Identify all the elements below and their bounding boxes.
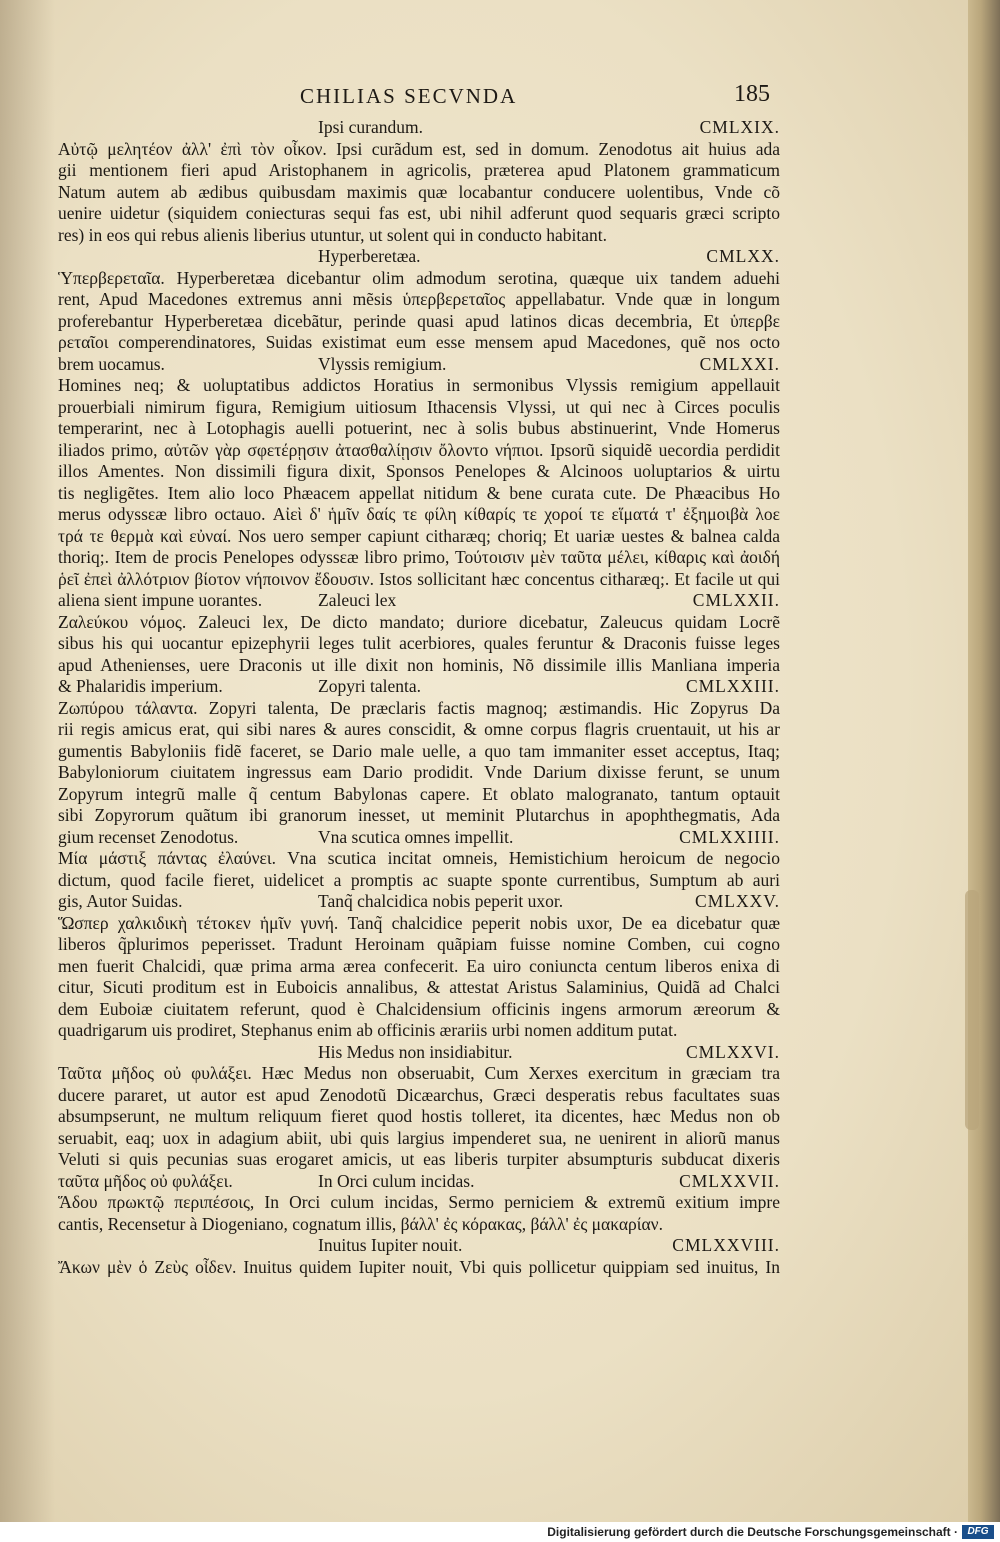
text-line-content: uenire uidetur (siquidem coniecturas sequi fas est, ubi nihil adferunt quod sequaris græci scripto bbox=[58, 203, 780, 223]
text-line bbox=[58, 1214, 780, 1236]
text-line-content: temperarint, nec à Lotophagis auelli potuerint, nec à solis bubus abstinuerint, Vnde Homerus bbox=[58, 418, 780, 438]
text-line bbox=[58, 1128, 780, 1150]
adage-title: Ipsi curandum. bbox=[318, 117, 423, 137]
text-line bbox=[58, 1063, 780, 1085]
adage-heading bbox=[58, 117, 780, 139]
adage-number: CMLXXVI. bbox=[685, 1041, 780, 1062]
text-line bbox=[58, 418, 780, 440]
text-line bbox=[58, 870, 780, 892]
adage-title: Vna scutica omnes impellit. bbox=[318, 826, 514, 847]
dfg-logo: DFG bbox=[962, 1525, 994, 1539]
page-header bbox=[300, 81, 770, 114]
text-line-end: gium recenset Zenodotus. bbox=[58, 826, 239, 847]
text-line-content: res) in eos qui rebus alienis liberius utuntur, ut solent qui in conducto habitant. bbox=[58, 224, 607, 245]
text-line bbox=[58, 999, 780, 1021]
text-line-content: quadrigarum uis prodiret, Stephanus enim ab officinis ærariis urbi nomen additum putat. bbox=[58, 1020, 678, 1040]
clip-mark bbox=[965, 890, 979, 1130]
text-line-content: gii mentionem fieri apud Aristophanem in agricolis, præterea apud Platonem grammaticum bbox=[58, 160, 780, 180]
text-line-content: apud Athenienses, uere Draconis ut ille dixit non hominis, Nõ dissimile illis Manliana imperia bbox=[58, 654, 780, 675]
text-line-content: Babyloniorum ciuitatem ingressus eam Dario prodidit. Vnde Darium dixisse ferunt, se unum bbox=[58, 762, 780, 782]
text-line bbox=[58, 397, 780, 419]
text-line-content: thoriq;. Item de procis Penelopes odyssεæ libro primo, Τούτοισιν μὲν ταῦτα μέλει, κίθαρις καὶ ἀοιδή bbox=[58, 547, 780, 567]
running-head: CHILIAS SECVNDA bbox=[300, 84, 518, 108]
page-edge bbox=[968, 0, 1000, 1522]
text-line-content: liberos q̃plurimos peperisset. Tradunt Heroinam quãpiam fuisse nomine Comben, cui cogno bbox=[58, 934, 780, 954]
adage-number: CMLXXVII. bbox=[679, 1170, 780, 1191]
text-line bbox=[58, 1257, 780, 1279]
text-line-end: gis, Autor Suidas. bbox=[58, 891, 183, 911]
text-line-content: ῥεῖ ἐπεὶ ἀλλότριον βίοτον νήποινον ἔδουσιν. Istos sollicitant hæc concentus citharæq;. Et facile ut qui bbox=[58, 568, 780, 589]
text-line-content: tis negligẽtes. Item alio loco Phæacem appellat nitidum & bene curata cute. De Phæacibus Ho bbox=[58, 482, 780, 503]
text-line-content: sibi Zopyrorum quãtum ibi granorum inesset, ut meminit Plutarchus in apophthegmatis, Ada bbox=[58, 805, 780, 825]
text-line-content: rii regis amicus erat, qui sibi nares & aures conscidit, & omne corpus flagris cruentauit, ut his ar bbox=[58, 719, 780, 739]
text-line bbox=[58, 547, 780, 569]
adage-heading-inline bbox=[58, 676, 780, 698]
adage-number: CMLXIX. bbox=[699, 117, 780, 137]
text-line-content: Ζαλεύκου νόμος. Zaleuci lex, De dicto mandato; duriore dicebatur, Zaleucus quidam Locrẽ bbox=[58, 611, 780, 632]
text-line-content: Μία μάστιξ πάντας ἐλαύνει. Vna scutica incitat omneis, Hemistichium heroicum de negocio bbox=[58, 848, 780, 868]
text-line bbox=[58, 719, 780, 741]
adage-number: CMLXX. bbox=[706, 246, 780, 266]
text-line-content: Homines neq; & uoluptatibus addictos Horatius in sermonibus Vlyssis remigium appellauit bbox=[58, 375, 780, 395]
text-line-content: Ἄκων μὲν ὁ Ζεὺς οἶδεν. Inuitus quidem Iupiter nouit, Vbi quis pollicetur quippiam sed inuitus, In bbox=[58, 1256, 780, 1277]
adage-heading-inline bbox=[58, 590, 780, 612]
adage-heading-inline bbox=[58, 1171, 780, 1193]
text-line-content: Ὑπερβερεταῖα. Hyperberetæa dicebantur olim admodum serotina, quæque uix tandem aduehi bbox=[58, 267, 780, 288]
text-line bbox=[58, 504, 780, 526]
text-line-end: aliena sient impune uorantes. bbox=[58, 590, 263, 610]
text-line bbox=[58, 741, 780, 763]
text-line-content: prouerbiali nimirum figura, Remigium uitiosum Ithacensis Vlyssi, ut qui nec à Circes poculis bbox=[58, 396, 780, 417]
adage-title: Hyperberetæa. bbox=[318, 246, 421, 266]
adage-number: CMLXXI. bbox=[699, 353, 780, 374]
text-line bbox=[58, 440, 780, 462]
text-line bbox=[58, 289, 780, 311]
page-number: 185 bbox=[734, 81, 770, 107]
adage-heading-inline bbox=[58, 891, 780, 913]
text-line-content: iliados primo, αὐτῶν γὰρ σφετέρῃσιν ἀτασθαλίῃσιν ὄλοντο νήπιοι. Ipsorũ siquidẽ uecordia perdidit bbox=[58, 439, 780, 460]
text-line bbox=[58, 1106, 780, 1128]
adage-heading bbox=[58, 1235, 780, 1257]
text-line-content: Ταῦτα μῆδος οὐ φυλάξει. Hæc Medus non obseruabit, Cum Xerxes exercitum in græciam tra bbox=[58, 1063, 780, 1083]
adage-title: Tanq̃ chalcidica nobis peperit uxor. bbox=[318, 891, 564, 911]
adage-number: CMLXXIIII. bbox=[679, 826, 780, 847]
text-line bbox=[58, 612, 780, 634]
adage-heading bbox=[58, 1042, 780, 1064]
text-line bbox=[58, 784, 780, 806]
adage-title: His Medus non insidiabitur. bbox=[318, 1041, 513, 1062]
text-line-content: men fuerit Chalcidi, quæ prima arma ærea confecerit. Ea uiro coniuncta centum liberos enixa di bbox=[58, 955, 780, 976]
footer-bar bbox=[0, 1522, 1000, 1542]
adage-title: In Orci culum incidas. bbox=[318, 1170, 475, 1191]
adage-title: Inuitus Iupiter nouit. bbox=[318, 1235, 463, 1255]
footer-text: Digitalisierung gefördert durch die Deutsche Forschungsgemeinschaft · bbox=[547, 1525, 958, 1539]
text-line-content: Zopyrum integrũ malle q̃ centum Babylonas capere. Et oblato malogranato, tantum optauit bbox=[58, 783, 780, 804]
text-line-content: seruabit, eaq; uox in adagium abiit, ubi quis largius impenderet sua, ne uenirent in aliorũ manus bbox=[58, 1127, 780, 1148]
adage-title: Vlyssis remigium. bbox=[318, 353, 447, 374]
text-line-content: ρεταῖοι comperendinatores, Suidas existimat eum esse mensem apud Macedones, quẽ nos octo bbox=[58, 332, 780, 352]
text-line bbox=[58, 805, 780, 827]
text-line bbox=[58, 848, 780, 870]
text-line bbox=[58, 1085, 780, 1107]
text-line-content: cantis, Recensetur à Diogeniano, cognatum illis, βάλλ' ἐς κόρακας, βάλλ' ἐς μακαρίαν. bbox=[58, 1213, 663, 1234]
text-line bbox=[58, 203, 780, 225]
text-line-content: dem Euboiæ ciuitatem referunt, quod è Chalcidensium officinis ingens armorum æreorum & bbox=[58, 998, 780, 1019]
text-line-content: merus odyssεæ libro octauo. Αἰεὶ δ' ἡμῖν δαίς τε φίλη κίθαρίς τε χοροί τε εἵματά τ' ἐξημοιβὰ λοε bbox=[58, 504, 780, 524]
text-line bbox=[58, 182, 780, 204]
text-line bbox=[58, 1149, 780, 1171]
text-line-content: Αὐτῷ μελητέον ἀλλ' ἐπὶ τὸν οἶκον. Ipsi curãdum est, sed in domum. Zenodotus ait huius ada bbox=[58, 138, 780, 159]
page-text bbox=[58, 117, 780, 1278]
text-line bbox=[58, 139, 780, 161]
text-line-content: absumpserunt, ne multum reliquum fieret quod hostis tolleret, ita dicentes, hæc Medus non ob bbox=[58, 1106, 780, 1126]
text-line-content: Ὥσπερ χαλκιδικὴ τέτοκεν ἡμῖν γυνή. Tanq̃ chalcidice peperit nobis uxor, De ea dicebatur quæ bbox=[58, 912, 780, 933]
text-line bbox=[58, 483, 780, 505]
text-line-content: Ἅδου πρωκτῷ περιπέσοις, In Orci culum incidas, Sermo perniciem & extremũ exitium impre bbox=[58, 1192, 780, 1212]
adage-number: CMLXXVIII. bbox=[672, 1235, 780, 1255]
text-line-content: τρά τε θερμὰ καὶ εὐναί. Nos uero semper capiunt citharæq; choriq; Et uariæ uestes & balnea calda bbox=[58, 525, 780, 546]
text-line bbox=[58, 698, 780, 720]
text-line-end: brem uocamus. bbox=[58, 353, 165, 374]
text-line-content: illos Amentes. Non dissimili figura dixit, Sponsos Penelopes & Alcinoos uoluptarios & uirtu bbox=[58, 461, 780, 481]
text-line bbox=[58, 762, 780, 784]
text-line bbox=[58, 913, 780, 935]
text-line-content: citur, Sicuti proditum est in Euboicis annalibus, & attestat Aristus Salaminius, Quidã ad Chalci bbox=[58, 977, 780, 997]
text-line-content: rent, Apud Macedones extremus anni mẽsis ὑπερβερεταῖος appellabatur. Vnde quæ in longum bbox=[58, 289, 780, 309]
text-line bbox=[58, 977, 780, 999]
text-line bbox=[58, 160, 780, 182]
adage-heading-inline bbox=[58, 827, 780, 849]
text-line-content: ducere pararet, ut autor est apud Zenodotũ Dicæarchus, Græci desperatis rebus facultates suas bbox=[58, 1084, 780, 1105]
text-line bbox=[58, 655, 780, 677]
adage-heading-inline bbox=[58, 354, 780, 376]
text-line bbox=[58, 526, 780, 548]
text-line-content: Ζωπύρου τάλαντα. Zopyri talenta, De præclaris factis magnoq; æstimandis. Hic Zopyrus Da bbox=[58, 697, 780, 718]
adage-heading bbox=[58, 246, 780, 268]
text-line bbox=[58, 1192, 780, 1214]
text-line-content: dictum, quod facile fieret, uidelicet a promptis ac suapte sponte currentibus, Sumptum ab auri bbox=[58, 869, 780, 890]
gutter-shadow bbox=[0, 0, 55, 1522]
text-line bbox=[58, 956, 780, 978]
text-line bbox=[58, 311, 780, 333]
text-line-content: sibus his qui uocantur epizephyrii leges tulit acerbiores, quales feruntur & Draconis fuisse leges bbox=[58, 633, 780, 653]
text-line bbox=[58, 375, 780, 397]
text-line bbox=[58, 1020, 780, 1042]
text-line bbox=[58, 268, 780, 290]
text-line bbox=[58, 934, 780, 956]
adage-number: CMLXXV. bbox=[695, 891, 780, 911]
text-line-end: & Phalaridis imperium. bbox=[58, 676, 223, 696]
text-line-content: Natum autem ab ædibus quibusdam maximis quæ locabantur conducere uolentibus, Vnde cõ bbox=[58, 181, 780, 202]
text-line-content: gumentis Babyloniis fidẽ faceret, se Dario male uelle, a quo tam immaniter esset acceptus, Itaq; bbox=[58, 740, 780, 761]
text-line bbox=[58, 569, 780, 591]
adage-title: Zopyri talenta. bbox=[318, 676, 422, 696]
text-line bbox=[58, 461, 780, 483]
text-line bbox=[58, 633, 780, 655]
text-line bbox=[58, 225, 780, 247]
text-line-content: Veluti si quis pecunias suas erogaret amicis, ut eas liberis turpiter absumpturis subducat dixeris bbox=[58, 1149, 780, 1169]
adage-title: Zaleuci lex bbox=[318, 590, 397, 610]
text-line bbox=[58, 332, 780, 354]
text-line-end: ταῦτα μῆδος οὐ φυλάξει. bbox=[58, 1170, 233, 1191]
text-line-content: proferebantur Hyperberetæa dicebãtur, perinde quasi apud latinos dicas decembria, Et ὑπερβε bbox=[58, 310, 780, 331]
adage-number: CMLXXIII. bbox=[685, 676, 780, 696]
adage-number: CMLXXII. bbox=[692, 590, 780, 610]
